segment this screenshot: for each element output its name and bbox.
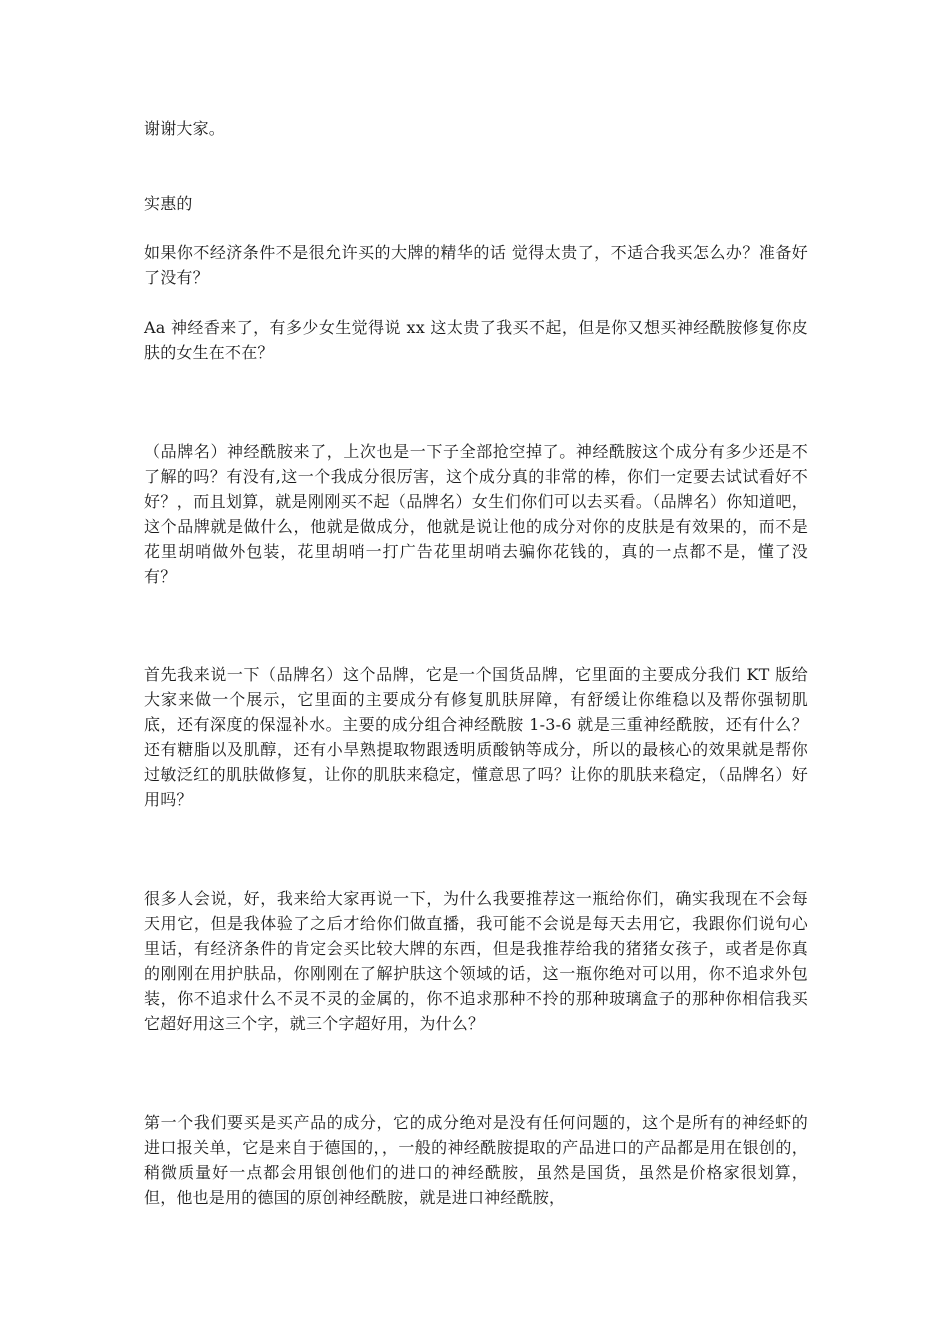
- paragraph-aa-ceramide: Aa 神经香来了，有多少女生觉得说 xx 这太贵了我买不起，但是你又想买神经酰胺修复你皮肤的女生在不在？: [144, 318, 808, 362]
- paragraph-brand-ceramide: （品牌名）神经酰胺来了，上次也是一下子全部抢空掉了。神经酰胺这个成分有多少还是不了解的吗？有没有,这一个我成分很厉害，这个成分真的非常的棒，你们一定要去试试看好不好？，而且划算，就是刚刚买不起（品牌名）女生们你们可以去买看。（品牌名）你知道吧，这个品牌就是做什么，他就是做成分，他就是说让他的成分对你的皮肤是有效果的，而不是花里胡哨做外包装，花里胡哨一打广告花里胡哨去骗你花钱的，真的一点都不是，懂了没有？: [144, 442, 808, 586]
- paragraph-brand-intro: 首先我来说一下（品牌名）这个品牌，它是一个国货品牌，它里面的主要成分我们 KT 版给大家来做一个展示，它里面的主要成分有修复肌肤屏障，有舒缓让你维稳以及帮你强韧肌底，还有深度的保湿补水。主要的成分组合神经酰胺 1-3-6 就是三重神经酰胺，还有什么？还有糖脂以及肌醇，还有小旱熟提取物跟透明质酸钠等成分，所以的最核心的效果就是帮你过敏泛红的肌肤做修复，让你的肌肤来稳定，懂意思了吗？让你的肌肤来稳定，（品牌名）好用吗？: [144, 665, 808, 809]
- paragraph-ingredients: 第一个我们要买是买产品的成分，它的成分绝对是没有任何问题的，这个是所有的神经虾的进口报关单，它是来自于德国的，，一般的神经酰胺提取的产品进口的产品都是用在银创的，稍微质量好一点都会用银创他们的进口的神经酰胺，虽然是国货，虽然是价格家很划算，但，他也是用的德国的原创神经酰胺，就是进口神经酰胺，: [144, 1113, 808, 1207]
- paragraph-intro-question: 如果你不经济条件不是很允许买的大牌的精华的话 觉得太贵了，不适合我买怎么办？准备好了没有？: [144, 243, 808, 287]
- paragraph-recommendation: 很多人会说，好，我来给大家再说一下，为什么我要推荐这一瓶给你们，确实我现在不会每天用它，但是我体验了之后才给你们做直播，我可能不会说是每天去用它，我跟你们说句心里话，有经济条件的肯定会买比较大牌的东西，但是我推荐给我的猪猪女孩子，或者是你真的刚刚在用护肤品，你刚刚在了解护肤这个领域的话，这一瓶你绝对可以用，你不追求外包装，你不追求什么不灵不灵的金属的，你不追求那种不拎的那种玻璃盒子的那种你相信我买它超好用这三个字，就三个字超好用，为什么？: [144, 889, 808, 1033]
- paragraph-heading-affordable: 实惠的: [144, 194, 193, 213]
- paragraph-thanks: 谢谢大家。: [144, 119, 226, 138]
